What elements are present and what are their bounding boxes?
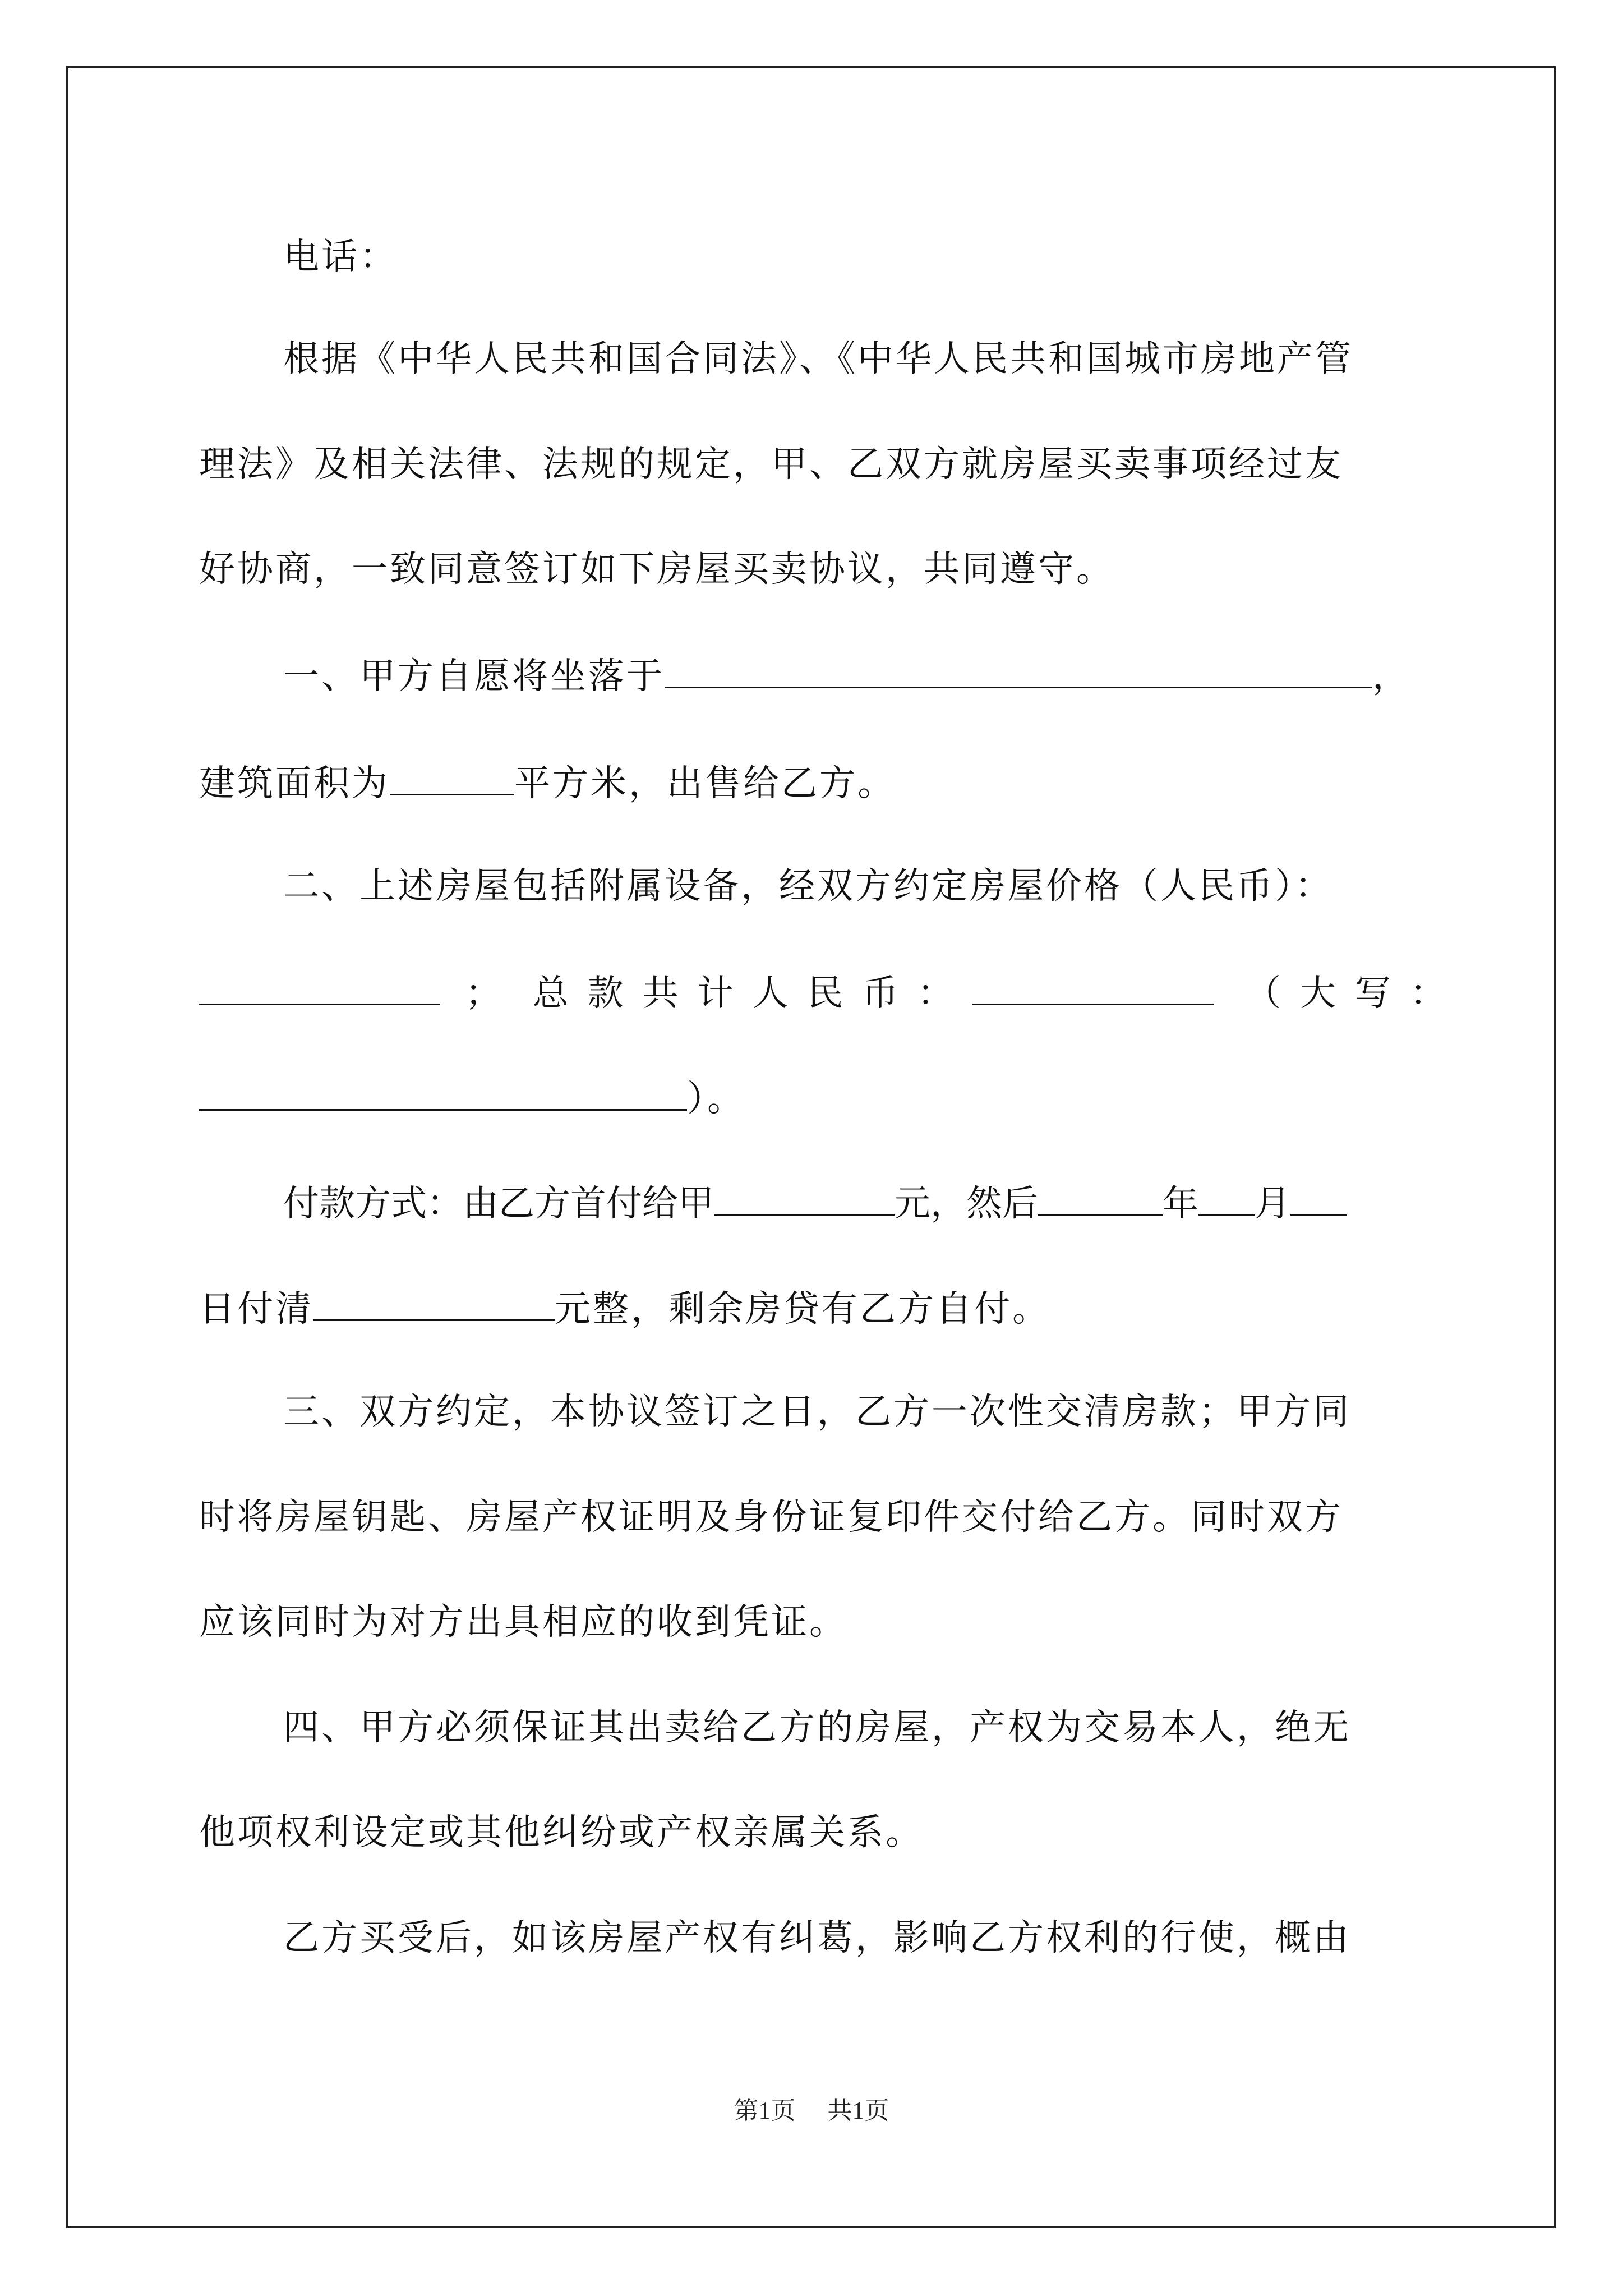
payment-method-label: 付款方式：由乙方首付给甲 [283, 1183, 714, 1225]
clause4-line-2: 他项权利设定或其他纠纷或产权亲属关系。 [199, 1812, 924, 1853]
intro-line-1: 根据《中华人民共和国合同法》、《中华人民共和国城市房地产管 [283, 338, 1353, 380]
page-border [66, 66, 1556, 2228]
clause1-line-2 [199, 759, 896, 806]
year-blank[interactable] [1038, 1179, 1163, 1216]
clause2-line-2 [199, 969, 1465, 1016]
clause1-location-label: 一、甲方自愿将坐落于 [283, 656, 665, 697]
page-footer [0, 2095, 1623, 2127]
clause3-line-2: 时将房屋钥匙、房屋产权证明及身份证复印件交付给乙方。同时双方 [199, 1497, 1343, 1538]
month-blank[interactable] [1198, 1179, 1255, 1216]
price-blank[interactable] [199, 969, 440, 1005]
month-label: 月 [1255, 1183, 1290, 1225]
pay-off-tail: 元整，剩余房贷有乙方自付。 [555, 1289, 1050, 1330]
day-blank[interactable] [1290, 1179, 1347, 1216]
clause4-line-1: 四、甲方必须保证其出卖给乙方的房屋，产权为交易本人，绝无 [283, 1707, 1351, 1749]
area-label: 建筑面积为 [199, 763, 390, 804]
intro-line-2: 理法》及相关法律、法规的规定，甲、乙双方就房屋买卖事项经过友 [199, 444, 1343, 485]
clause1-line-1 [283, 652, 1410, 699]
clause3-line-1: 三、双方约定，本协议签订之日，乙方一次性交清房款；甲方同 [283, 1391, 1351, 1433]
pay-off-amount-blank[interactable] [313, 1285, 555, 1321]
year-label: 年 [1163, 1183, 1198, 1225]
pay-off-label: 日付清 [199, 1289, 313, 1330]
clause3-line-3: 应该同时为对方出具相应的收到凭证。 [199, 1602, 847, 1643]
down-payment-blank[interactable] [714, 1179, 895, 1216]
intro-line-3: 好协商，一致同意签订如下房屋买卖协议，共同遵守。 [199, 549, 1114, 590]
phone-label: 电话： [283, 236, 398, 278]
uppercase-close: ）。 [687, 1078, 745, 1120]
payment-line-2 [199, 1285, 1050, 1332]
location-blank[interactable] [665, 652, 1372, 688]
total-price-label: 总款共计人民币： [532, 973, 972, 1014]
page-current: 第1页 [734, 2097, 796, 2124]
clause2-line-1: 二、上述房屋包括附属设备，经双方约定房屋价格（人民币）： [283, 866, 1333, 907]
uppercase-label: （大写： [1245, 973, 1465, 1014]
down-payment-unit: 元，然后 [895, 1183, 1038, 1225]
total-price-blank[interactable] [972, 969, 1214, 1005]
clause5-line-1: 乙方买受后，如该房屋产权有纠葛，影响乙方权利的行使，概由 [283, 1917, 1351, 1959]
price-semicolon: ； [465, 973, 501, 1014]
clause2-line-3 [199, 1074, 745, 1121]
clause1-comma: ， [1372, 656, 1410, 697]
uppercase-amount-blank[interactable] [199, 1074, 687, 1111]
area-unit-text: 平方米，出售给乙方。 [514, 763, 896, 804]
page-total: 共1页 [827, 2097, 889, 2124]
area-blank[interactable] [390, 759, 514, 795]
payment-line-1 [283, 1179, 1347, 1226]
